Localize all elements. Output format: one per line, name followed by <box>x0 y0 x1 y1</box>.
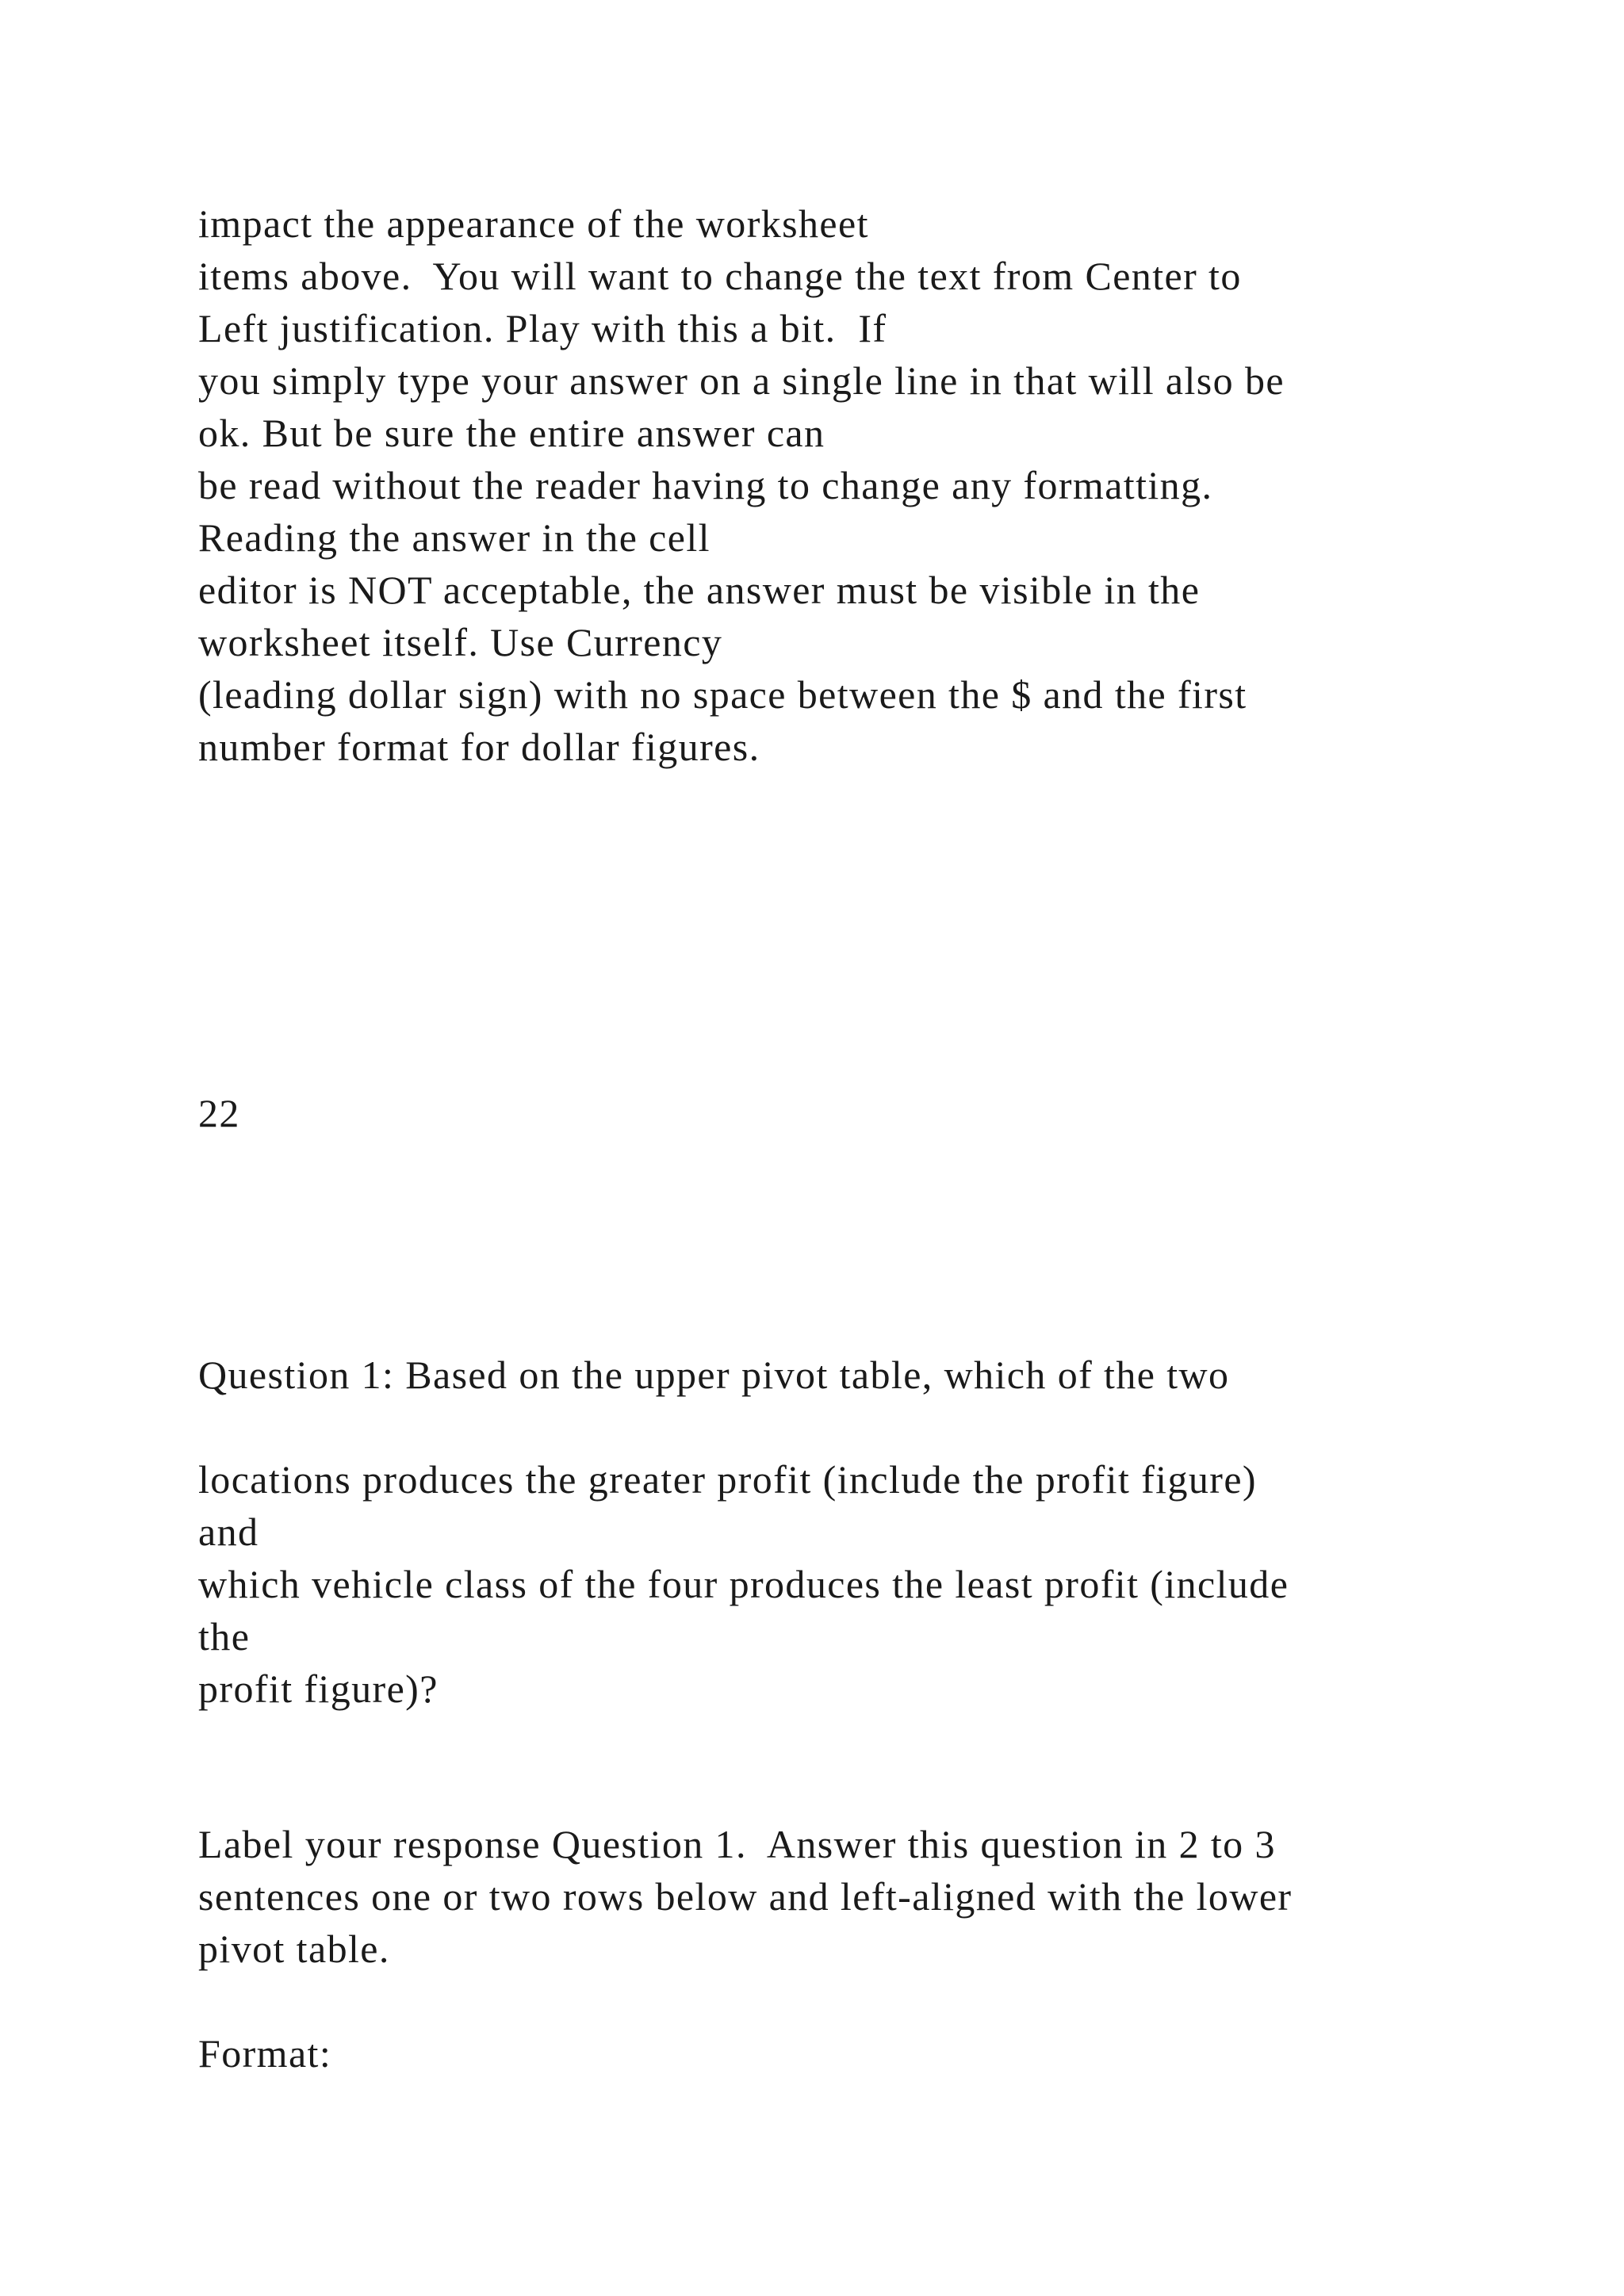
page-number: 22 <box>198 1091 240 1135</box>
text-line: number format for dollar figures. <box>198 725 760 769</box>
text-line: you simply type your answer on a single line in that will also be <box>198 358 1285 403</box>
question-line: which vehicle class of the four produces the least profit (include <box>198 1562 1289 1606</box>
instruction-line: pivot table. <box>198 1927 390 1971</box>
text-line: Left justification. Play with this a bit. If <box>198 306 887 350</box>
question-line: the <box>198 1614 251 1659</box>
question-heading: Question 1: Based on the upper pivot table, which of the two <box>198 1353 1230 1397</box>
text-line: ok. But be sure the entire answer can <box>198 411 825 455</box>
text-line: items above. You will want to change the text from Center to <box>198 254 1242 298</box>
format-label: Format: <box>198 2031 332 2076</box>
question-line: locations produces the greater profit (include the profit figure) <box>198 1457 1257 1502</box>
text-line: be read without the reader having to change any formatting. <box>198 463 1213 507</box>
text-line: impact the appearance of the worksheet <box>198 201 869 246</box>
instruction-line: Label your response Question 1. Answer this question in 2 to 3 <box>198 1822 1276 1866</box>
text-line: Reading the answer in the cell <box>198 515 710 560</box>
question-line: profit figure)? <box>198 1667 439 1711</box>
instruction-line: sentences one or two rows below and left-aligned with the lower <box>198 1874 1293 1919</box>
text-line: (leading dollar sign) with no space between the $ and the first <box>198 672 1247 717</box>
question-line: and <box>198 1510 259 1554</box>
text-line: worksheet itself. Use Currency <box>198 620 723 664</box>
text-line: editor is NOT acceptable, the answer must be visible in the <box>198 568 1201 612</box>
